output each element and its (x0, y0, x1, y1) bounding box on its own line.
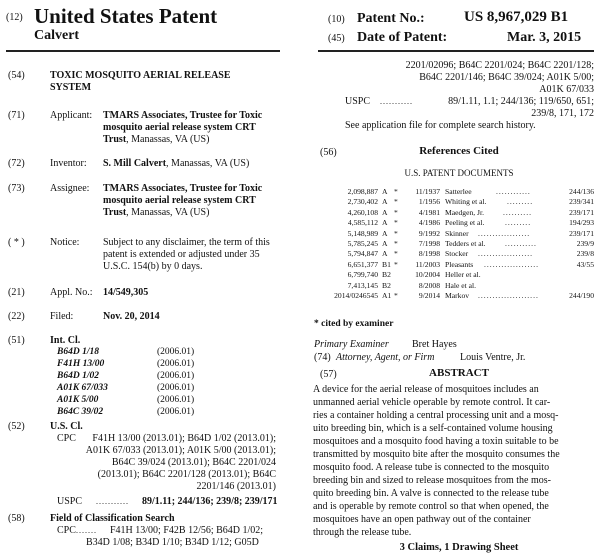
ref-class: 239/171 (569, 228, 594, 238)
dot-leader: ....... (76, 526, 97, 535)
ref-kind: A (382, 218, 388, 228)
field-search-heading: Field of Classification Search (50, 513, 175, 524)
int-cl-class: B64C 39/02 (57, 407, 104, 417)
claims-summary: 3 Claims, 1 Drawing Sheet (399, 542, 519, 553)
reference-row (318, 239, 598, 249)
notice-line: U.S.C. 154(b) by 0 days. (103, 261, 203, 272)
abstract-heading: ABSTRACT (429, 367, 489, 379)
reference-row (318, 260, 598, 270)
ref-kind: A (382, 187, 388, 196)
us-cl-cpc-line: A01K 67/033 (2013.01); A01K 5/00 (2013.01); (85, 445, 276, 456)
header-rule-left (6, 50, 280, 52)
ref-star: * (394, 239, 398, 248)
filed-label: Filed: (50, 311, 74, 322)
ref-number: 4,260,108 (347, 207, 378, 217)
applicant-location: , Manassas, VA (US) (126, 134, 210, 145)
int-cl-class: B64D 1/02 (57, 371, 99, 381)
header-rule-right (318, 50, 594, 52)
notice-label: Notice: (50, 237, 80, 248)
ref-class: 244/136 (569, 187, 594, 196)
ref-name: Whiting et al. (445, 197, 487, 207)
us-cl-cpc-label: CPC (57, 433, 76, 444)
reference-row (318, 229, 598, 239)
ref-number: 2,098,887 (347, 187, 378, 196)
ref-kind: A (382, 207, 388, 217)
int-cl-class: A01K 5/00 (57, 395, 99, 405)
dot-leader: ........... (505, 239, 537, 248)
references-heading: References Cited (419, 145, 499, 157)
dot-leader: ......... (507, 197, 534, 207)
inventor-location: , Manassas, VA (US) (166, 158, 250, 169)
ref-class: 239/8 (576, 249, 594, 259)
abstract-line: uito breeding bin, which is a self-contained volume housing (313, 423, 553, 434)
dot-leader: ........... (380, 97, 413, 106)
ref-kind: B2 (382, 280, 391, 290)
continued-class-line: A01K 67/033 (539, 84, 594, 95)
field-code: (56) (320, 147, 337, 158)
search-history-note: See application file for complete search history. (345, 120, 536, 131)
abstract-line: ries a container holding a central processing unit and a mosq- (313, 410, 559, 421)
applicant-line2: mosquito aerial release system CRT (103, 122, 256, 133)
field-search-cpc-label: CPC (57, 525, 76, 536)
dot-leader: ............ (496, 187, 531, 196)
patent-no-label: Patent No.: (357, 11, 425, 26)
applicant-line1: TMARS Associates, Trustee for Toxic (103, 110, 263, 121)
ref-star: * (394, 187, 398, 196)
right-uspc-line: 239/8, 171, 172 (531, 108, 594, 119)
field-code: (51) (8, 335, 25, 346)
dot-leader: ..................... (478, 291, 539, 300)
int-cl-version: (2006.01) (157, 359, 195, 369)
ref-class: 43/55 (576, 259, 594, 269)
int-cl-class: B64D 1/18 (57, 347, 99, 357)
field-code: (52) (8, 421, 25, 432)
ref-date: 9/1992 (418, 228, 440, 238)
continued-class-line: 2201/02096; B64C 2201/024; B64C 2201/128; (405, 60, 594, 71)
ref-star: * (394, 228, 398, 238)
right-uspc-line: 89/1.11, 1.1; 244/136; 119/650, 651; (448, 96, 594, 107)
field-code: (71) (8, 110, 25, 121)
ref-name: Maedgen, Jr. (445, 207, 485, 217)
ref-number: 2014/0246545 (334, 291, 378, 300)
assignee-line2: mosquito aerial release system CRT (103, 195, 256, 206)
ref-name: Markov (445, 291, 470, 300)
ref-name: Skinner (445, 228, 469, 238)
us-cl-uspc-value: 89/1.11; 244/136; 239/8; 239/171 (142, 496, 278, 507)
inventor-name: S. Mill Calvert (103, 158, 167, 169)
ref-name: Pleasants (445, 259, 474, 269)
date-label: Date of Patent: (357, 30, 448, 45)
ref-name: Stocker (445, 249, 469, 259)
us-cl-cpc-line: 2201/146 (2013.01) (196, 481, 276, 492)
field-code: (58) (8, 513, 25, 524)
ref-number: 6,799,740 (347, 270, 378, 280)
field-code: (45) (328, 33, 345, 44)
ref-date: 11/2003 (415, 259, 440, 269)
primary-examiner-label: Primary Examiner (314, 339, 389, 350)
ref-number: 5,794,847 (347, 249, 378, 259)
reference-row (318, 291, 598, 301)
ref-date: 1/1956 (418, 197, 440, 207)
assignee-line3 (103, 207, 209, 219)
ref-name: Heller et al. (445, 270, 481, 280)
dot-leader: ......... (505, 218, 532, 228)
ref-date: 7/1998 (418, 239, 440, 248)
int-cl-heading: Int. Cl. (50, 335, 81, 346)
reference-row (318, 208, 598, 218)
ref-name: Satterlee (445, 187, 472, 196)
field-code: (72) (8, 158, 25, 169)
patent-date: Mar. 3, 2015 (507, 30, 582, 45)
us-cl-cpc-line: F41H 13/00 (2013.01); B64D 1/02 (2013.01); (92, 433, 276, 444)
us-cl-cpc-line: (2013.01); B64C 2201/128 (2013.01); B64C (97, 469, 276, 480)
int-cl-class: F41H 13/00 (57, 359, 105, 369)
reference-row (318, 281, 598, 291)
field-code: (54) (8, 70, 25, 81)
ref-star: * (394, 259, 398, 269)
ref-kind: A (382, 239, 388, 248)
ref-number: 5,148,989 (347, 228, 378, 238)
us-cl-uspc-label: USPC (57, 496, 83, 507)
abstract-line: and is operable by remote control so that when opened, the (313, 501, 549, 512)
assignee-line1: TMARS Associates, Trustee for Toxic (103, 183, 263, 194)
notice-line: Subject to any disclaimer, the term of this (103, 237, 270, 248)
ref-name: Tedders et al. (445, 239, 486, 248)
abstract-line: quito breeding bin. A valve is connected to the release tube (313, 488, 549, 499)
field-code: (12) (6, 12, 23, 23)
ref-star: * (394, 197, 398, 207)
ref-kind: A (382, 197, 388, 207)
reference-row (318, 249, 598, 259)
reference-row (318, 218, 598, 228)
int-cl-version: (2006.01) (157, 347, 195, 357)
patent-title-heading: United States Patent (34, 4, 218, 28)
inventor-label: Inventor: (50, 158, 87, 169)
primary-examiner-name: Bret Hayes (412, 339, 457, 350)
ref-name: Hale et al. (445, 280, 476, 290)
ref-class: 194/293 (569, 218, 594, 228)
ref-date: 4/1981 (418, 207, 440, 217)
ref-star: * (394, 249, 398, 259)
dot-leader: ........... (96, 497, 129, 506)
field-code: (57) (320, 369, 337, 380)
ref-class: 239/9 (576, 239, 594, 248)
applicant-label: Applicant: (50, 110, 93, 121)
abstract-line: A device for the aerial release of mosquitoes includes an (313, 384, 539, 395)
invention-title-line1: TOXIC MOSQUITO AERIAL RELEASE (50, 70, 231, 81)
cited-by-examiner-note: * cited by examiner (314, 319, 394, 329)
dot-leader: .................. (478, 228, 531, 238)
abstract-line: mosquito food. A release tube is connected to the mosquito (313, 462, 550, 473)
ref-star: * (394, 291, 398, 300)
reference-row (318, 270, 598, 280)
ref-date: 4/1986 (418, 218, 440, 228)
attorney-name: Louis Ventre, Jr. (460, 352, 526, 363)
us-cl-heading: U.S. Cl. (50, 421, 83, 432)
field-code: (10) (328, 14, 345, 25)
abstract-line: unmanned aerial vehicle operable by remote control. It car- (313, 397, 551, 408)
ref-star: * (394, 218, 398, 228)
field-search-line: F41H 13/00; F42B 12/56; B64D 1/02; (110, 525, 264, 536)
ref-class: 239/171 (569, 207, 594, 217)
ref-kind: A1 (382, 291, 392, 300)
applicant-line3 (103, 134, 209, 146)
dot-leader: .......... (503, 207, 532, 217)
ref-number: 5,785,245 (347, 239, 378, 248)
attorney-label: Attorney, Agent, or Firm (336, 352, 435, 363)
ref-kind: A (382, 228, 388, 238)
patent-number: US 8,967,029 B1 (464, 9, 569, 25)
references-subheading: U.S. PATENT DOCUMENTS (404, 168, 514, 178)
ref-number: 2,730,402 (347, 197, 378, 207)
ref-star: * (394, 207, 398, 217)
abstract-line: through the release tube. (313, 527, 412, 538)
abstract-line: mosquitoes have an open pathway out of the container (313, 514, 531, 525)
ref-class: 239/341 (569, 197, 594, 207)
inventor-surname: Calvert (34, 28, 80, 43)
int-cl-version: (2006.01) (157, 395, 195, 405)
field-code: (73) (8, 183, 25, 194)
assignee-trust: Trust (103, 207, 127, 218)
inventor-value (103, 158, 249, 170)
notice-line: patent is extended or adjusted under 35 (103, 249, 260, 260)
int-cl-class: A01K 67/033 (57, 383, 108, 393)
ref-date: 8/1998 (418, 249, 440, 259)
ref-date: 10/2004 (415, 270, 440, 280)
ref-date: 8/2008 (418, 280, 440, 290)
continued-class-line: B64C 2201/146; B64C 39/024; A01K 5/00; (419, 72, 594, 83)
field-code: (74) (314, 352, 331, 363)
dot-leader: ................... (484, 259, 540, 269)
ref-kind: A (382, 249, 388, 259)
abstract-line: transmitted by mosquito bite after the mosquito consumes the (313, 449, 560, 460)
us-cl-cpc-line: B64C 39/024 (2013.01); B64C 2201/024 (111, 457, 276, 468)
invention-title-line2: SYSTEM (50, 82, 92, 93)
field-code: ( * ) (8, 237, 25, 248)
appl-no-label: Appl. No.: (50, 287, 93, 298)
dot-leader: ................... (478, 249, 534, 259)
filed-value: Nov. 20, 2014 (103, 311, 160, 322)
ref-number: 4,585,112 (347, 218, 378, 228)
int-cl-version: (2006.01) (157, 383, 195, 393)
ref-date: 11/1937 (415, 187, 440, 196)
applicant-trust: Trust (103, 134, 127, 145)
int-cl-version: (2006.01) (157, 371, 195, 381)
appl-no-value: 14/549,305 (103, 287, 149, 298)
field-search-line: B34D 1/08; B34D 1/10; B34D 1/12; G05D (86, 537, 259, 548)
ref-kind: B1 (382, 259, 391, 269)
abstract-line: breeding bin and sized to release mosquitoes from the mos- (313, 475, 551, 486)
ref-number: 6,651,377 (347, 259, 378, 269)
assignee-location: , Manassas, VA (US) (126, 207, 210, 218)
right-uspc-label: USPC (345, 96, 371, 107)
ref-class: 244/190 (569, 291, 594, 300)
abstract-line: mosquitoes and a mosquito food having a toxin suitable to be (313, 436, 559, 447)
ref-number: 7,413,145 (347, 280, 378, 290)
field-code: (22) (8, 311, 25, 322)
ref-date: 9/2014 (418, 291, 440, 300)
ref-kind: B2 (382, 270, 391, 280)
int-cl-version: (2006.01) (157, 407, 195, 417)
reference-row (318, 197, 598, 207)
reference-row (318, 187, 598, 197)
assignee-label: Assignee: (50, 183, 90, 194)
ref-name: Peeling et al. (445, 218, 485, 228)
field-code: (21) (8, 287, 25, 298)
